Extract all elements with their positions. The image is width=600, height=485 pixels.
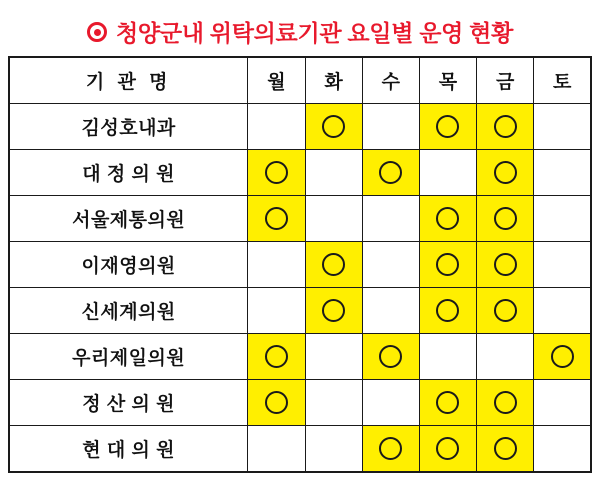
institution-name: 김성호내과 — [9, 104, 248, 150]
schedule-cell — [477, 426, 534, 473]
schedule-cell — [305, 104, 362, 150]
open-circle-icon — [494, 115, 517, 138]
schedule-cell — [477, 104, 534, 150]
schedule-cell — [534, 196, 591, 242]
table-row — [9, 334, 591, 380]
open-circle-icon — [322, 299, 345, 322]
open-circle-icon — [494, 253, 517, 276]
schedule-cell — [477, 242, 534, 288]
schedule-cell — [477, 196, 534, 242]
schedule-table — [8, 56, 592, 473]
open-circle-icon — [379, 161, 402, 184]
schedule-cell — [534, 104, 591, 150]
schedule-cell — [362, 150, 419, 196]
table-row — [9, 104, 591, 150]
open-circle-icon — [494, 437, 517, 460]
schedule-cell — [248, 426, 305, 473]
open-circle-icon — [436, 391, 459, 414]
schedule-cell — [477, 334, 534, 380]
schedule-cell — [419, 426, 476, 473]
open-circle-icon — [436, 207, 459, 230]
schedule-cell — [248, 288, 305, 334]
schedule-cell — [248, 150, 305, 196]
schedule-cell — [362, 104, 419, 150]
table-row — [9, 150, 591, 196]
institution-name: 서울제통의원 — [9, 196, 248, 242]
institution-name: 이재영의원 — [9, 242, 248, 288]
open-circle-icon — [379, 345, 402, 368]
column-header-tue: 화 — [305, 57, 362, 104]
schedule-cell — [305, 242, 362, 288]
column-header-thu: 목 — [419, 57, 476, 104]
schedule-cell — [419, 196, 476, 242]
schedule-cell — [534, 334, 591, 380]
column-header-sat: 토 — [534, 57, 591, 104]
page-title-text: 청양군내 위탁의료기관 요일별 운영 현황 — [116, 19, 513, 46]
schedule-table-wrap — [0, 56, 600, 473]
open-circle-icon — [551, 345, 574, 368]
column-header-wed: 수 — [362, 57, 419, 104]
table-row — [9, 196, 591, 242]
schedule-cell — [248, 196, 305, 242]
institution-name: 현 대 의 원 — [9, 426, 248, 473]
open-circle-icon — [265, 391, 288, 414]
column-header-fri: 금 — [477, 57, 534, 104]
open-circle-icon — [494, 161, 517, 184]
open-circle-icon — [436, 299, 459, 322]
schedule-cell — [534, 242, 591, 288]
table-row — [9, 380, 591, 426]
schedule-cell — [362, 334, 419, 380]
schedule-cell — [248, 104, 305, 150]
schedule-cell — [534, 288, 591, 334]
schedule-table-body — [9, 104, 591, 473]
schedule-cell — [305, 150, 362, 196]
schedule-cell — [362, 426, 419, 473]
schedule-cell — [419, 380, 476, 426]
schedule-cell — [305, 426, 362, 473]
open-circle-icon — [265, 345, 288, 368]
open-circle-icon — [265, 207, 288, 230]
schedule-cell — [248, 242, 305, 288]
open-circle-icon — [436, 253, 459, 276]
schedule-cell — [419, 334, 476, 380]
schedule-cell — [534, 426, 591, 473]
schedule-cell — [419, 150, 476, 196]
schedule-cell — [305, 288, 362, 334]
column-header-institution: 기 관 명 — [9, 57, 248, 104]
table-row — [9, 288, 591, 334]
institution-name: 신세계의원 — [9, 288, 248, 334]
open-circle-icon — [379, 437, 402, 460]
institution-name: 우리제일의원 — [9, 334, 248, 380]
open-circle-icon — [322, 115, 345, 138]
schedule-cell — [534, 380, 591, 426]
open-circle-icon — [494, 207, 517, 230]
open-circle-icon — [436, 115, 459, 138]
schedule-cell — [362, 242, 419, 288]
schedule-cell — [477, 150, 534, 196]
schedule-cell — [419, 104, 476, 150]
institution-name: 정 산 의 원 — [9, 380, 248, 426]
open-circle-icon — [322, 253, 345, 276]
schedule-cell — [419, 288, 476, 334]
table-header-row — [9, 57, 591, 104]
column-header-mon: 월 — [248, 57, 305, 104]
schedule-cell — [305, 196, 362, 242]
target-bullet-icon — [87, 22, 107, 42]
schedule-cell — [305, 380, 362, 426]
schedule-cell — [534, 150, 591, 196]
schedule-cell — [477, 288, 534, 334]
table-row — [9, 242, 591, 288]
page-title — [0, 0, 600, 56]
schedule-cell — [305, 334, 362, 380]
open-circle-icon — [436, 437, 459, 460]
open-circle-icon — [494, 299, 517, 322]
schedule-cell — [248, 380, 305, 426]
schedule-cell — [362, 196, 419, 242]
schedule-cell — [419, 242, 476, 288]
schedule-cell — [362, 288, 419, 334]
institution-name: 대 정 의 원 — [9, 150, 248, 196]
schedule-cell — [248, 334, 305, 380]
table-row — [9, 426, 591, 473]
schedule-cell — [362, 380, 419, 426]
open-circle-icon — [265, 161, 288, 184]
open-circle-icon — [494, 391, 517, 414]
schedule-cell — [477, 380, 534, 426]
